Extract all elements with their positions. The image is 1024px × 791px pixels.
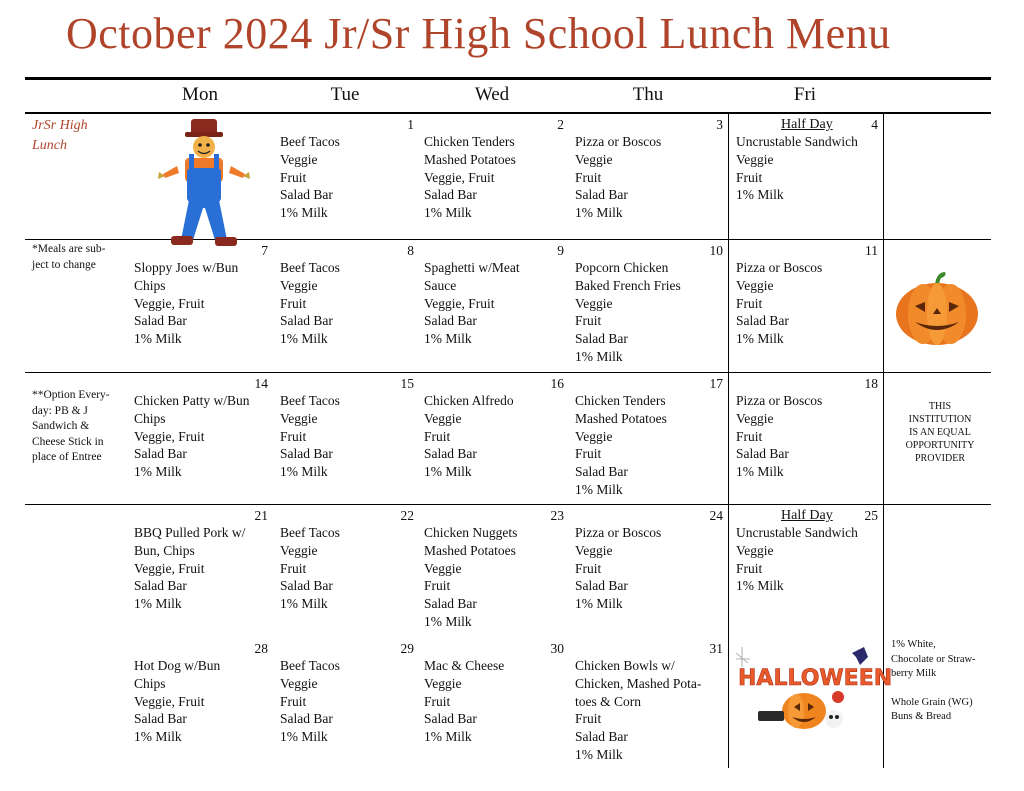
menu-item: BBQ Pulled Pork w/ (134, 525, 246, 540)
menu-item: Salad Bar (575, 187, 628, 203)
menu-item: 1% Milk (424, 331, 472, 347)
menu-items (134, 524, 245, 613)
day-cell-oct-25 (736, 507, 880, 627)
menu-item: 1% Milk (575, 205, 623, 221)
menu-item: Fruit (575, 446, 602, 462)
day-cell-oct-17 (575, 375, 723, 502)
menu-items (424, 657, 504, 746)
menu-item: 1% Milk (280, 729, 328, 745)
menu-items (134, 392, 250, 481)
menu-item: Beef Tacos (280, 525, 340, 540)
menu-item: Veggie (280, 675, 318, 691)
menu-item: Salad Bar (280, 711, 333, 727)
menu-item: Spaghetti w/Meat (424, 260, 520, 275)
menu-items (280, 392, 340, 481)
menu-item: 1% Milk (134, 464, 182, 480)
menu-item: Veggie, Fruit (134, 295, 205, 311)
day-cell-oct-18 (736, 375, 880, 502)
menu-item: Mashed Potatoes (424, 542, 516, 558)
menu-item: Veggie (736, 151, 774, 167)
menu-item: Veggie, Fruit (134, 693, 205, 709)
half-day-label: Half Day (781, 117, 833, 132)
menu-item: Baked French Fries (575, 277, 681, 293)
menu-item: Salad Bar (424, 711, 477, 727)
menu-item: Veggie, Fruit (424, 169, 495, 185)
day-cell-oct-1 (280, 116, 414, 236)
menu-item: Veggie (280, 410, 318, 426)
menu-item: Fruit (736, 560, 763, 576)
side-heading (32, 116, 88, 156)
menu-item: Chicken Alfredo (424, 393, 514, 408)
day-cell-oct-10 (575, 242, 723, 370)
menu-item: Mashed Potatoes (575, 410, 667, 426)
side-heading-line: Lunch (32, 138, 67, 153)
menu-item: 1% Milk (280, 596, 328, 612)
menu-item: 1% Milk (134, 596, 182, 612)
menu-item: 1% Milk (736, 187, 784, 203)
menu-item: Beef Tacos (280, 393, 340, 408)
menu-item: 1% Milk (575, 596, 623, 612)
menu-item: Fruit (736, 428, 763, 444)
day-header-tue: Tue (330, 84, 360, 105)
menu-item: Fruit (424, 693, 451, 709)
note-line: day: PB & J (32, 404, 88, 417)
day-cell-oct-21 (134, 507, 268, 627)
menu-item: Chicken Tenders (424, 134, 515, 149)
day-cell-oct-16 (424, 375, 564, 502)
note-line: Cheese Stick in (32, 435, 104, 448)
menu-item: Chips (134, 675, 166, 691)
menu-item: toes & Corn (575, 693, 641, 709)
notice-line: PROVIDER (914, 453, 965, 464)
date-number: 21 (254, 508, 268, 523)
menu-item: Veggie (280, 151, 318, 167)
day-cell-oct-22 (280, 507, 414, 627)
menu-item: Fruit (280, 693, 307, 709)
menu-item: Salad Bar (280, 578, 333, 594)
menu-item: Fruit (736, 169, 763, 185)
menu-item: 1% Milk (280, 331, 328, 347)
menu-item: 1% Milk (134, 331, 182, 347)
menu-item: Veggie (424, 675, 462, 691)
day-header-mon: Mon (182, 84, 218, 105)
menu-item: Mac & Cheese (424, 658, 505, 673)
menu-item: Fruit (575, 169, 602, 185)
scarecrow-icon (155, 116, 255, 254)
date-number: 29 (400, 641, 414, 656)
menu-items (575, 259, 681, 366)
menu-item: Salad Bar (424, 313, 477, 329)
option-everyday-note (32, 388, 110, 466)
menu-item: 1% Milk (575, 348, 623, 364)
day-cell-oct-23 (424, 507, 564, 627)
menu-item: Veggie, Fruit (424, 295, 495, 311)
note-line: berry Milk (891, 668, 937, 679)
menu-item: Veggie (575, 542, 613, 558)
menu-item: Pizza or Boscos (736, 260, 823, 275)
date-number: 23 (550, 508, 564, 523)
equal-opportunity-notice (890, 400, 990, 465)
date-number: 9 (557, 243, 564, 258)
date-number: 1 (407, 117, 414, 132)
menu-items (575, 133, 661, 222)
menu-item: Uncrustable Sandwich (736, 525, 858, 540)
menu-item: Veggie (424, 410, 462, 426)
date-number: 11 (865, 243, 878, 258)
menu-items (134, 259, 238, 348)
note-line: Buns & Bread (891, 711, 952, 722)
date-number: 31 (709, 641, 723, 656)
menu-item: Uncrustable Sandwich (736, 134, 858, 149)
menu-item: Fruit (424, 428, 451, 444)
menu-items (736, 259, 822, 348)
menu-item: 1% Milk (575, 746, 623, 762)
header-top-rule (25, 77, 991, 80)
menu-item: 1% Milk (134, 729, 182, 745)
menu-item: Salad Bar (424, 187, 477, 203)
menu-item: Fruit (575, 560, 602, 576)
date-number: 28 (254, 641, 268, 656)
menu-items (575, 392, 667, 499)
day-cell-oct-9 (424, 242, 564, 370)
menu-item: Pizza or Boscos (575, 134, 662, 149)
date-number: 15 (400, 376, 414, 391)
menu-items (280, 657, 340, 746)
menu-item: Chicken Tenders (575, 393, 666, 408)
menu-item: Beef Tacos (280, 658, 340, 673)
spacer (891, 682, 1001, 696)
menu-item: Veggie, Fruit (134, 560, 205, 576)
page-title: October 2024 Jr/Sr High School Lunch Menu (66, 9, 891, 58)
note-line: *Meals are sub- (32, 243, 106, 255)
menu-item: Fruit (575, 711, 602, 727)
menu-item: Salad Bar (736, 446, 789, 462)
day-cell-oct-15 (280, 375, 414, 502)
day-cell-oct-31 (575, 640, 723, 765)
note-line: 1% White, (891, 639, 936, 650)
day-cell-oct-29 (280, 640, 414, 765)
menu-item: 1% Milk (736, 331, 784, 347)
date-number: 16 (550, 376, 564, 391)
menu-item: Sauce (424, 277, 457, 293)
menu-item: Pizza or Boscos (575, 525, 662, 540)
date-number: 2 (557, 117, 564, 132)
menu-items (424, 133, 516, 222)
date-number: 7 (261, 243, 268, 258)
notice-line: OPPORTUNITY (905, 440, 975, 451)
day-cell-oct-7 (134, 242, 268, 370)
menu-items (736, 392, 822, 481)
menu-item: Fruit (424, 578, 451, 594)
menu-item: Veggie (736, 277, 774, 293)
menu-items (280, 524, 340, 613)
menu-item: Salad Bar (575, 464, 628, 480)
menu-item: Chicken Patty w/Bun (134, 393, 250, 408)
day-cell-oct-8 (280, 242, 414, 370)
bottom-notes (891, 638, 1001, 725)
note-line: Chocolate or Straw- (891, 653, 976, 665)
note-line: **Option Every- (32, 389, 110, 401)
menu-item: Fruit (575, 313, 602, 329)
menu-item: 1% Milk (736, 464, 784, 480)
menu-item: Veggie (575, 428, 613, 444)
day-header-fri: Fri (793, 84, 817, 105)
date-number: 25 (864, 508, 878, 523)
notice-line: INSTITUTION (908, 414, 972, 425)
menu-item: Salad Bar (134, 711, 187, 727)
day-cell-oct-2 (424, 116, 564, 236)
halloween-word: HALLOWEEN (738, 666, 893, 691)
menu-item: Hot Dog w/Bun (134, 658, 221, 673)
menu-item: Salad Bar (280, 187, 333, 203)
menu-items (424, 392, 514, 481)
menu-item: Fruit (280, 428, 307, 444)
menu-item: Chicken Bowls w/ (575, 658, 675, 673)
menu-item: Salad Bar (280, 446, 333, 462)
menu-item: Fruit (736, 295, 763, 311)
notice-line: THIS (928, 401, 952, 412)
note-line: Whole Grain (WG) (891, 696, 973, 708)
menu-item: Veggie (575, 151, 613, 167)
menu-item: 1% Milk (280, 464, 328, 480)
menu-items (575, 657, 701, 764)
day-cell-oct-4 (736, 116, 880, 236)
day-cell-oct-14 (134, 375, 268, 502)
menu-item: Salad Bar (134, 313, 187, 329)
header-bottom-rule (25, 112, 991, 114)
menu-item: Mashed Potatoes (424, 151, 516, 167)
menu-item: Chicken Nuggets (424, 525, 518, 540)
menu-item: 1% Milk (736, 578, 784, 594)
menu-items (424, 259, 520, 348)
menu-item: Veggie (280, 542, 318, 558)
menu-item: Fruit (280, 169, 307, 185)
menu-item: Veggie (424, 560, 462, 576)
notice-line: IS AN EQUAL (909, 427, 971, 438)
menu-item: 1% Milk (424, 729, 472, 745)
menu-item: Salad Bar (575, 331, 628, 347)
menu-items (424, 524, 517, 631)
menu-item: Salad Bar (575, 729, 628, 745)
menu-item: Veggie, Fruit (134, 428, 205, 444)
half-day-label: Half Day (781, 508, 833, 523)
menu-item: Fruit (280, 560, 307, 576)
menu-item: Salad Bar (736, 313, 789, 329)
menu-items (736, 133, 858, 204)
menu-item: Beef Tacos (280, 134, 340, 149)
week-divider (25, 504, 991, 505)
menu-item: Veggie (736, 410, 774, 426)
menu-item: Bun, Chips (134, 542, 195, 558)
date-number: 3 (716, 117, 723, 132)
note-line: Sandwich & (32, 420, 90, 432)
date-number: 30 (550, 641, 564, 656)
meals-change-note (32, 242, 105, 273)
side-heading-line: JrSr High (32, 118, 88, 133)
menu-items (280, 259, 340, 348)
menu-item: 1% Milk (424, 464, 472, 480)
date-number: 17 (709, 376, 723, 391)
date-number: 14 (254, 376, 268, 391)
menu-item: 1% Milk (280, 205, 328, 221)
day-header-thu: Thu (632, 84, 664, 105)
menu-item: Pizza or Boscos (736, 393, 823, 408)
menu-items (736, 524, 858, 595)
day-cell-oct-24 (575, 507, 723, 627)
menu-item: Salad Bar (424, 446, 477, 462)
date-number: 8 (407, 243, 414, 258)
menu-item: Veggie (575, 295, 613, 311)
menu-item: Salad Bar (280, 313, 333, 329)
menu-item: Salad Bar (134, 446, 187, 462)
menu-item: Chips (134, 277, 166, 293)
menu-item: Sloppy Joes w/Bun (134, 260, 239, 275)
halloween-icon (734, 645, 893, 735)
day-cell-oct-3 (575, 116, 723, 236)
menu-item: Beef Tacos (280, 260, 340, 275)
menu-item: Salad Bar (575, 578, 628, 594)
menu-item: Popcorn Chicken (575, 260, 669, 275)
date-number: 10 (709, 243, 723, 258)
menu-item: Veggie (280, 277, 318, 293)
menu-item: Chips (134, 410, 166, 426)
menu-item: Fruit (280, 295, 307, 311)
menu-item: Salad Bar (134, 578, 187, 594)
menu-item: 1% Milk (424, 613, 472, 629)
menu-item: Veggie (736, 542, 774, 558)
menu-item: 1% Milk (424, 205, 472, 221)
date-number: 4 (871, 117, 878, 132)
note-line: ject to change (32, 258, 96, 271)
menu-items (575, 524, 661, 613)
day-cell-oct-28 (134, 640, 268, 765)
menu-item: Chicken, Mashed Pota- (575, 675, 702, 691)
date-number: 22 (400, 508, 414, 523)
menu-items (134, 657, 220, 746)
menu-item: Salad Bar (424, 596, 477, 612)
day-header-wed: Wed (474, 84, 510, 105)
menu-items (280, 133, 340, 222)
pumpkin-icon (893, 270, 981, 348)
date-number: 18 (864, 376, 878, 391)
date-number: 24 (709, 508, 723, 523)
day-cell-oct-30 (424, 640, 564, 765)
note-line: place of Entree (32, 451, 102, 463)
week-divider (25, 372, 991, 373)
column-divider (728, 113, 729, 768)
menu-item: 1% Milk (575, 481, 623, 497)
day-cell-oct-11 (736, 242, 880, 370)
